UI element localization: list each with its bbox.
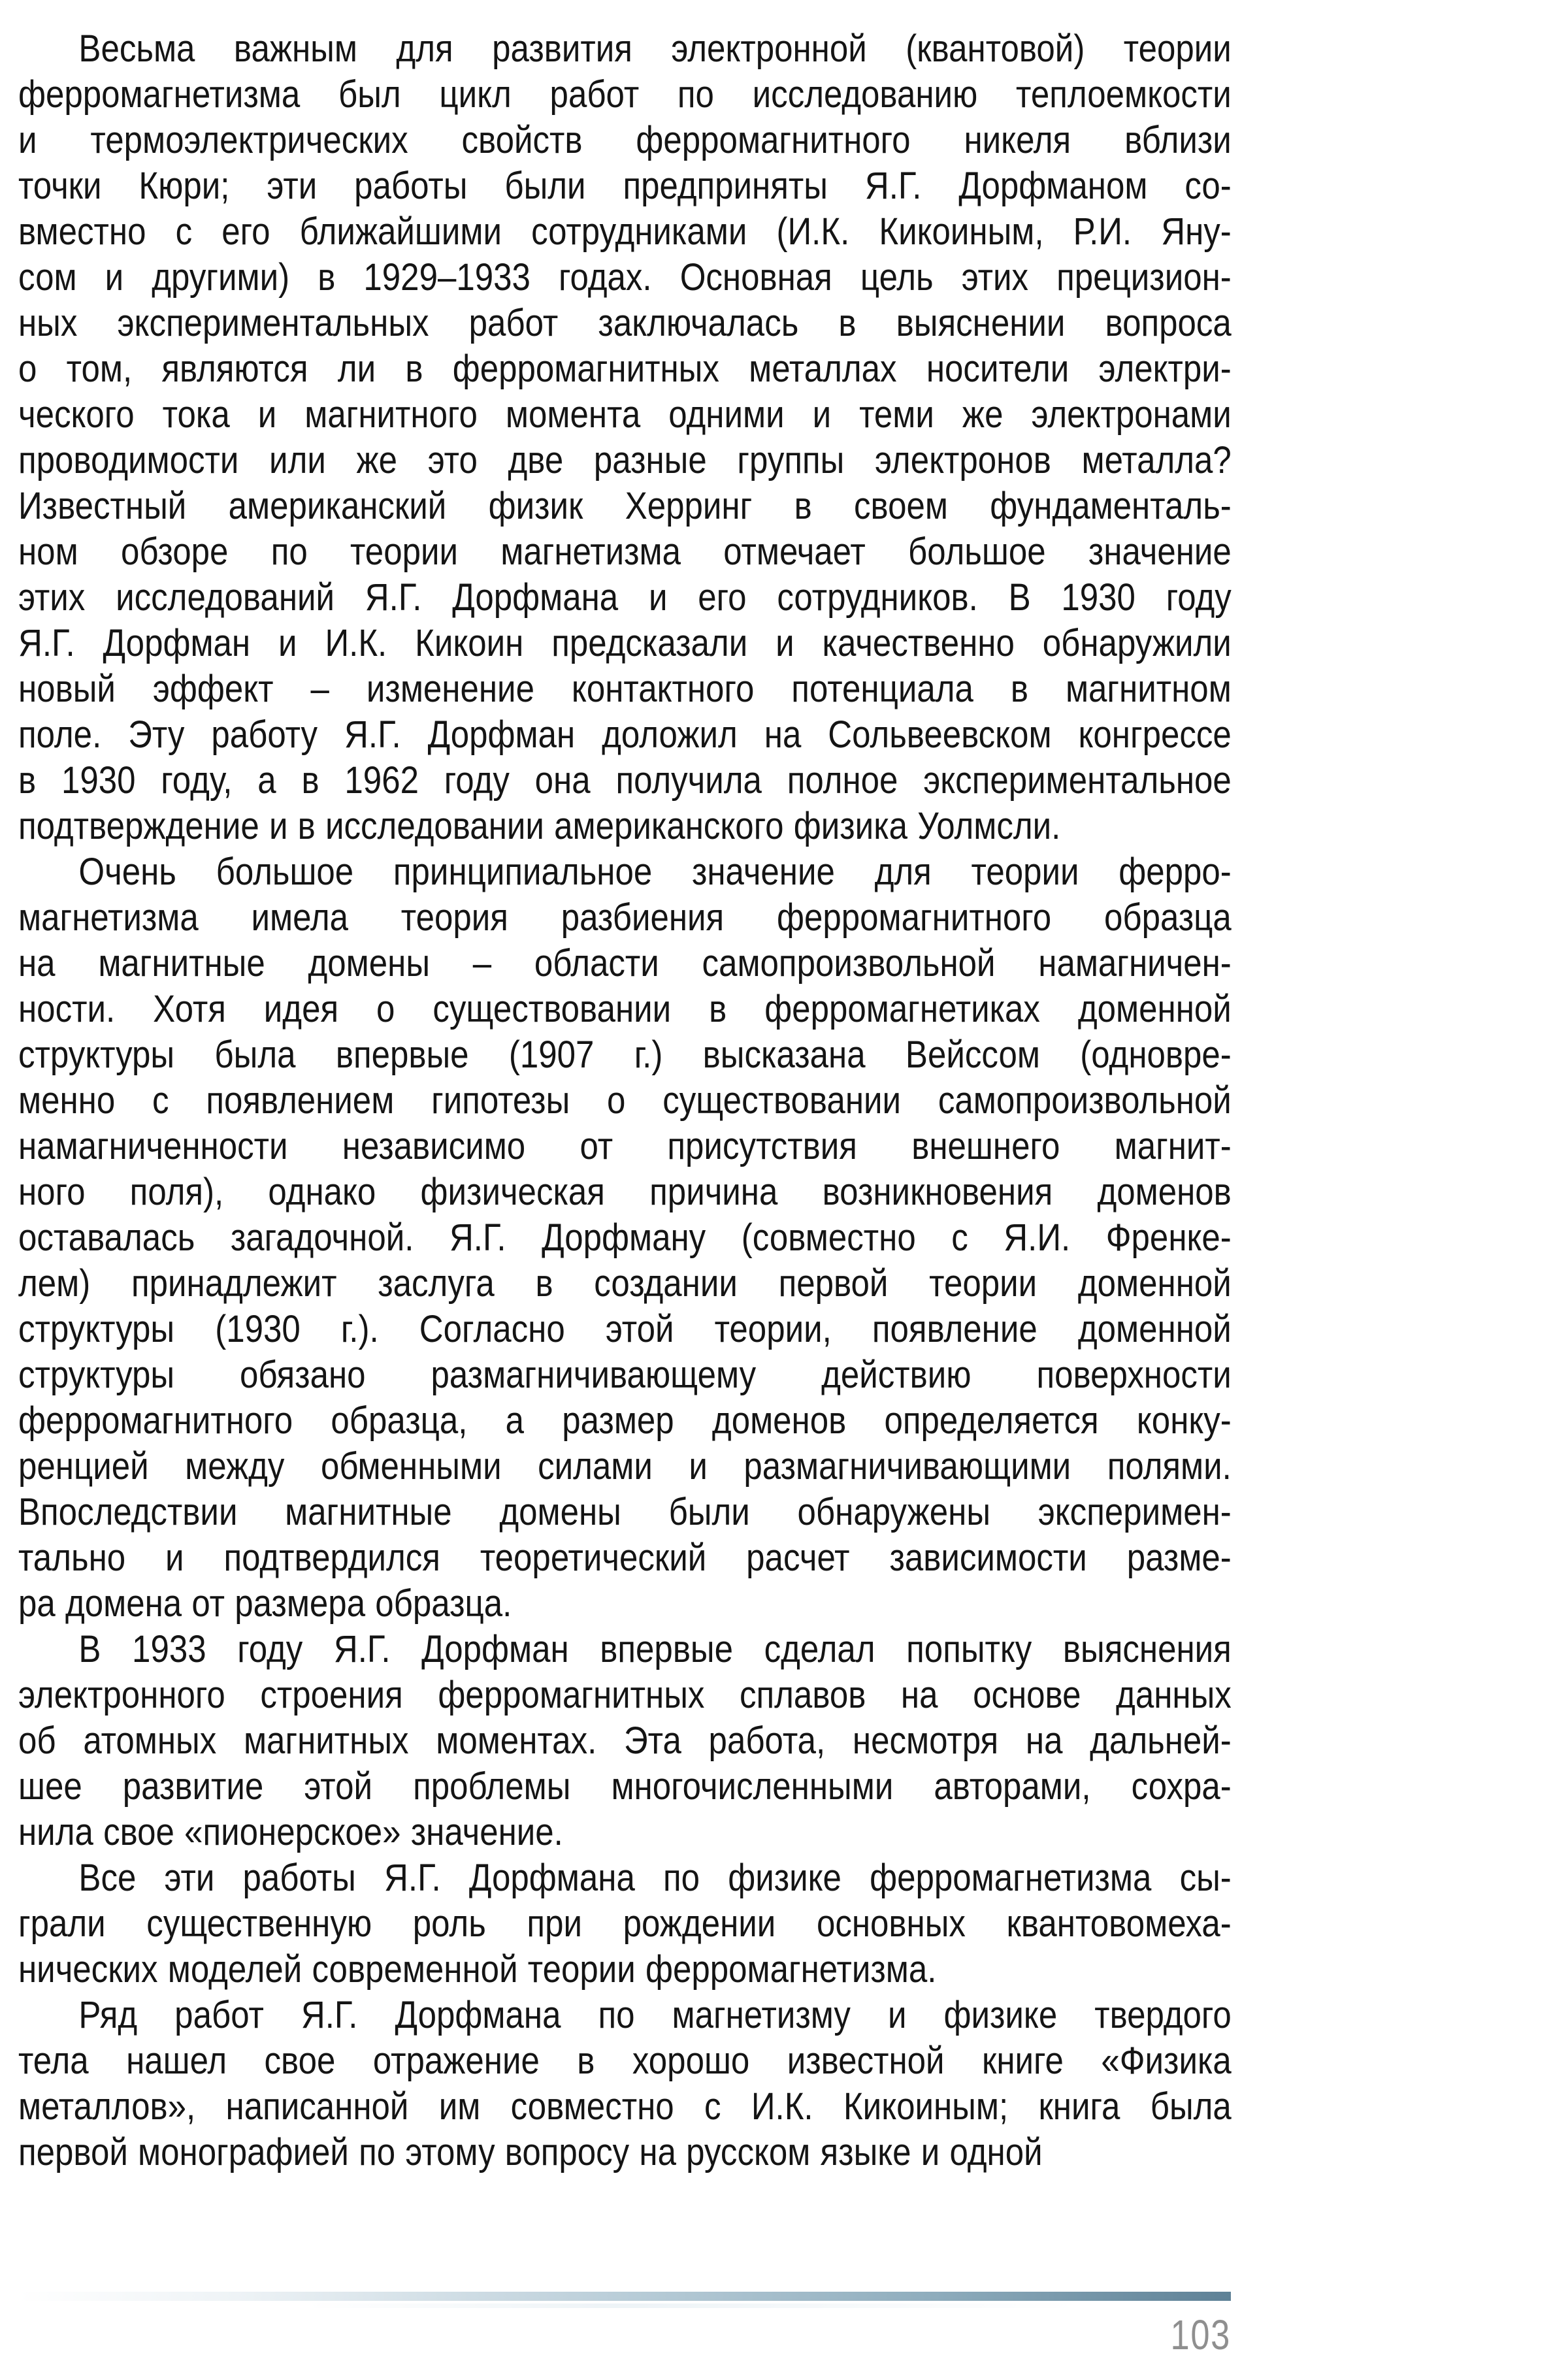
text-line: ных экспериментальных работ заключалась в выяснении вопроса [18,302,1232,344]
text-line: ности. Хотя идея о существовании в ферромагнетиках доменной [18,988,1232,1030]
text-line: Впоследствии магнитные домены были обнаружены эксперимен- [18,1491,1232,1533]
text-line: ра домена от размера образца. [18,1582,512,1625]
text-line: подтверждение и в исследовании американского физика Уолмсли. [18,805,1061,847]
footer-accent-bar [18,2292,1231,2301]
text-line: этих исследований Я.Г. Дорфмана и его сотрудников. В 1930 году [18,576,1232,619]
text-line: структуры была впервые (1907 г.) высказана Вейссом (одновре- [18,1033,1232,1076]
paragraph [18,1993,1232,2175]
page-number: 103 [1170,2311,1231,2358]
text-line: о том, являются ли в ферромагнитных металлах носители электри- [18,348,1232,390]
text-line: В 1933 году Я.Г. Дорфман впервые сделал попытку выяснения [78,1628,1232,1670]
text-line: Очень большое принципиальное значение для теории ферро- [78,851,1232,893]
text-line: оставалась загадочной. Я.Г. Дорфману (совместно с Я.И. Френке- [18,1216,1232,1259]
text-line: магнетизма имела теория разбиения ферромагнитного образца [18,896,1232,939]
text-line: Я.Г. Дорфман и И.К. Кикоин предсказали и качественно обнаружили [18,622,1232,664]
text-line: вместно с его ближайшими сотрудниками (И.К. Кикоиным, Р.И. Яну- [18,210,1232,253]
text-line: ренцией между обменными силами и размагничивающими полями. [18,1445,1232,1488]
text-line: и термоэлектрических свойств ферромагнитного никеля вблизи [18,119,1232,161]
text-line: ного поля), однако физическая причина возникновения доменов [18,1171,1232,1213]
text-line: шее развитие этой проблемы многочисленными авторами, сохра- [18,1765,1232,1808]
text-line: Ряд работ Я.Г. Дорфмана по магнетизму и физике твердого [78,1994,1232,2036]
footer-accent-bar-echo [307,2303,1078,2308]
body-text [18,26,1232,2175]
text-line: об атомных магнитных моментах. Эта работа, несмотря на дальней- [18,1719,1232,1762]
text-line: поле. Эту работу Я.Г. Дорфман доложил на Сольвеевском конгрессе [18,713,1232,756]
paragraph [18,26,1232,849]
paragraph [18,1855,1232,1993]
text-line: на магнитные домены – области самопроизвольной намагничен- [18,942,1232,984]
text-line: структуры (1930 г.). Согласно этой теории, появление доменной [18,1308,1232,1350]
text-line: структуры обязано размагничивающему действию поверхности [18,1354,1232,1396]
paragraph [18,1627,1232,1855]
text-line: ческого тока и магнитного момента одними и теми же электронами [18,393,1232,436]
text-line: электронного строения ферромагнитных сплавов на основе данных [18,1674,1232,1716]
text-line: в 1930 году, а в 1962 году она получила полное экспериментальное [18,759,1232,802]
text-line: точки Кюри; эти работы были предприняты Я.Г. Дорфманом со- [18,165,1232,207]
text-line: нических моделей современной теории ферромагнетизма. [18,1948,937,1991]
text-line: тально и подтвердился теоретический расчет зависимости разме- [18,1537,1232,1579]
text-line: ном обзоре по теории магнетизма отмечает большое значение [18,530,1232,573]
text-line: металлов», написанной им совместно с И.К. Кикоиным; книга была [18,2085,1232,2128]
text-line: новый эффект – изменение контактного потенциала в магнитном [18,668,1232,710]
text-line: менно с появлением гипотезы о существовании самопроизвольной [18,1079,1232,1122]
text-line: Известный американский физик Херринг в своем фундаменталь- [18,485,1232,527]
text-line: Весьма важным для развития электронной (квантовой) теории [78,27,1232,70]
text-line: ферромагнетизма был цикл работ по исследованию теплоемкости [18,73,1232,116]
paragraph [18,849,1232,1627]
text-line: тела нашел свое отражение в хорошо известной книге «Физика [18,2040,1232,2082]
text-line: сом и другими) в 1929–1933 годах. Основная цель этих прецизион- [18,256,1232,299]
text-line: проводимости или же это две разные группы электронов металла? [18,439,1232,481]
text-line: намагниченности независимо от присутствия внешнего магнит- [18,1125,1232,1167]
text-line: первой монографией по этому вопросу на русском языке и одной [18,2131,1043,2173]
text-line: лем) принадлежит заслуга в создании первой теории доменной [18,1262,1232,1305]
text-line: грали существенную роль при рождении основных квантовомеха- [18,1902,1232,1945]
text-line: нила свое «пионерское» значение. [18,1811,563,1853]
text-line: Все эти работы Я.Г. Дорфмана по физике ферромагнетизма сы- [78,1857,1232,1899]
text-line: ферромагнитного образца, а размер доменов определяется конку- [18,1399,1232,1442]
